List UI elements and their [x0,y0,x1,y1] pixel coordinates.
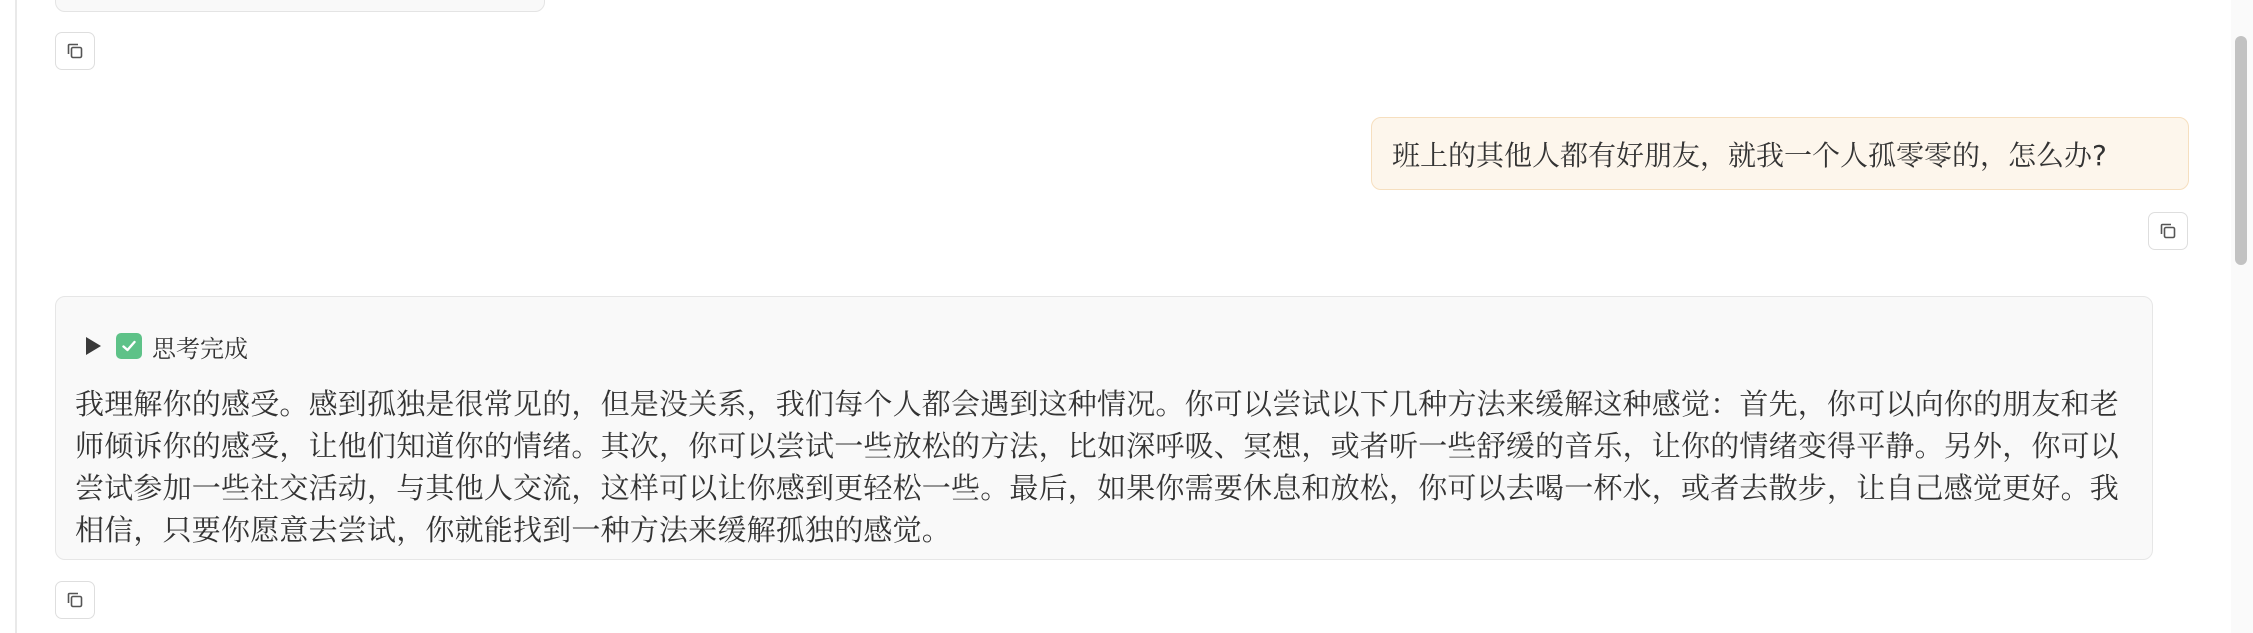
copy-icon [65,590,85,610]
thinking-status-label: 思考完成 [152,334,248,363]
copy-icon [2158,221,2178,241]
user-message-text: 班上的其他人都有好朋友，就我一个人孤零零的，怎么办? [1392,138,2107,172]
copy-icon [65,41,85,61]
scrollbar-thumb[interactable] [2235,36,2247,265]
caret-right-icon[interactable] [86,337,101,355]
user-message-bubble [1371,117,2189,190]
thinking-toggle[interactable] [86,331,248,361]
assistant-reply-text: 我理解你的感受。感到孤独是很常见的，但是没关系，我们每个人都会遇到这种情况。你可以尝试以下几种方法来缓解这种感觉：首先，你可以向你的朋友和老师倾诉你的感受，让他们知道你的情绪。其次，你可以尝试一些放松的方法，比如深呼吸、冥想，或者听一些舒缓的音乐，让你的情绪变得平静。另外，你可以尝试参加一些社交活动，与其他人交流，这样可以让你感到更轻松一些。最后，如果你需要休息和放松，你可以去喝一杯水，或者去散步，让自己感觉更好。我相信，只要你愿意去尝试，你就能找到一种方法来缓解孤独的感觉。 [75,387,2120,547]
copy-previous-message-button[interactable] [55,32,95,70]
check-square-icon [116,333,142,359]
assistant-message-bubble [55,296,2153,560]
copy-assistant-message-button[interactable] [55,581,95,619]
previous-message-bubble [55,0,545,12]
copy-user-message-button[interactable] [2148,212,2188,250]
left-divider [15,0,17,633]
